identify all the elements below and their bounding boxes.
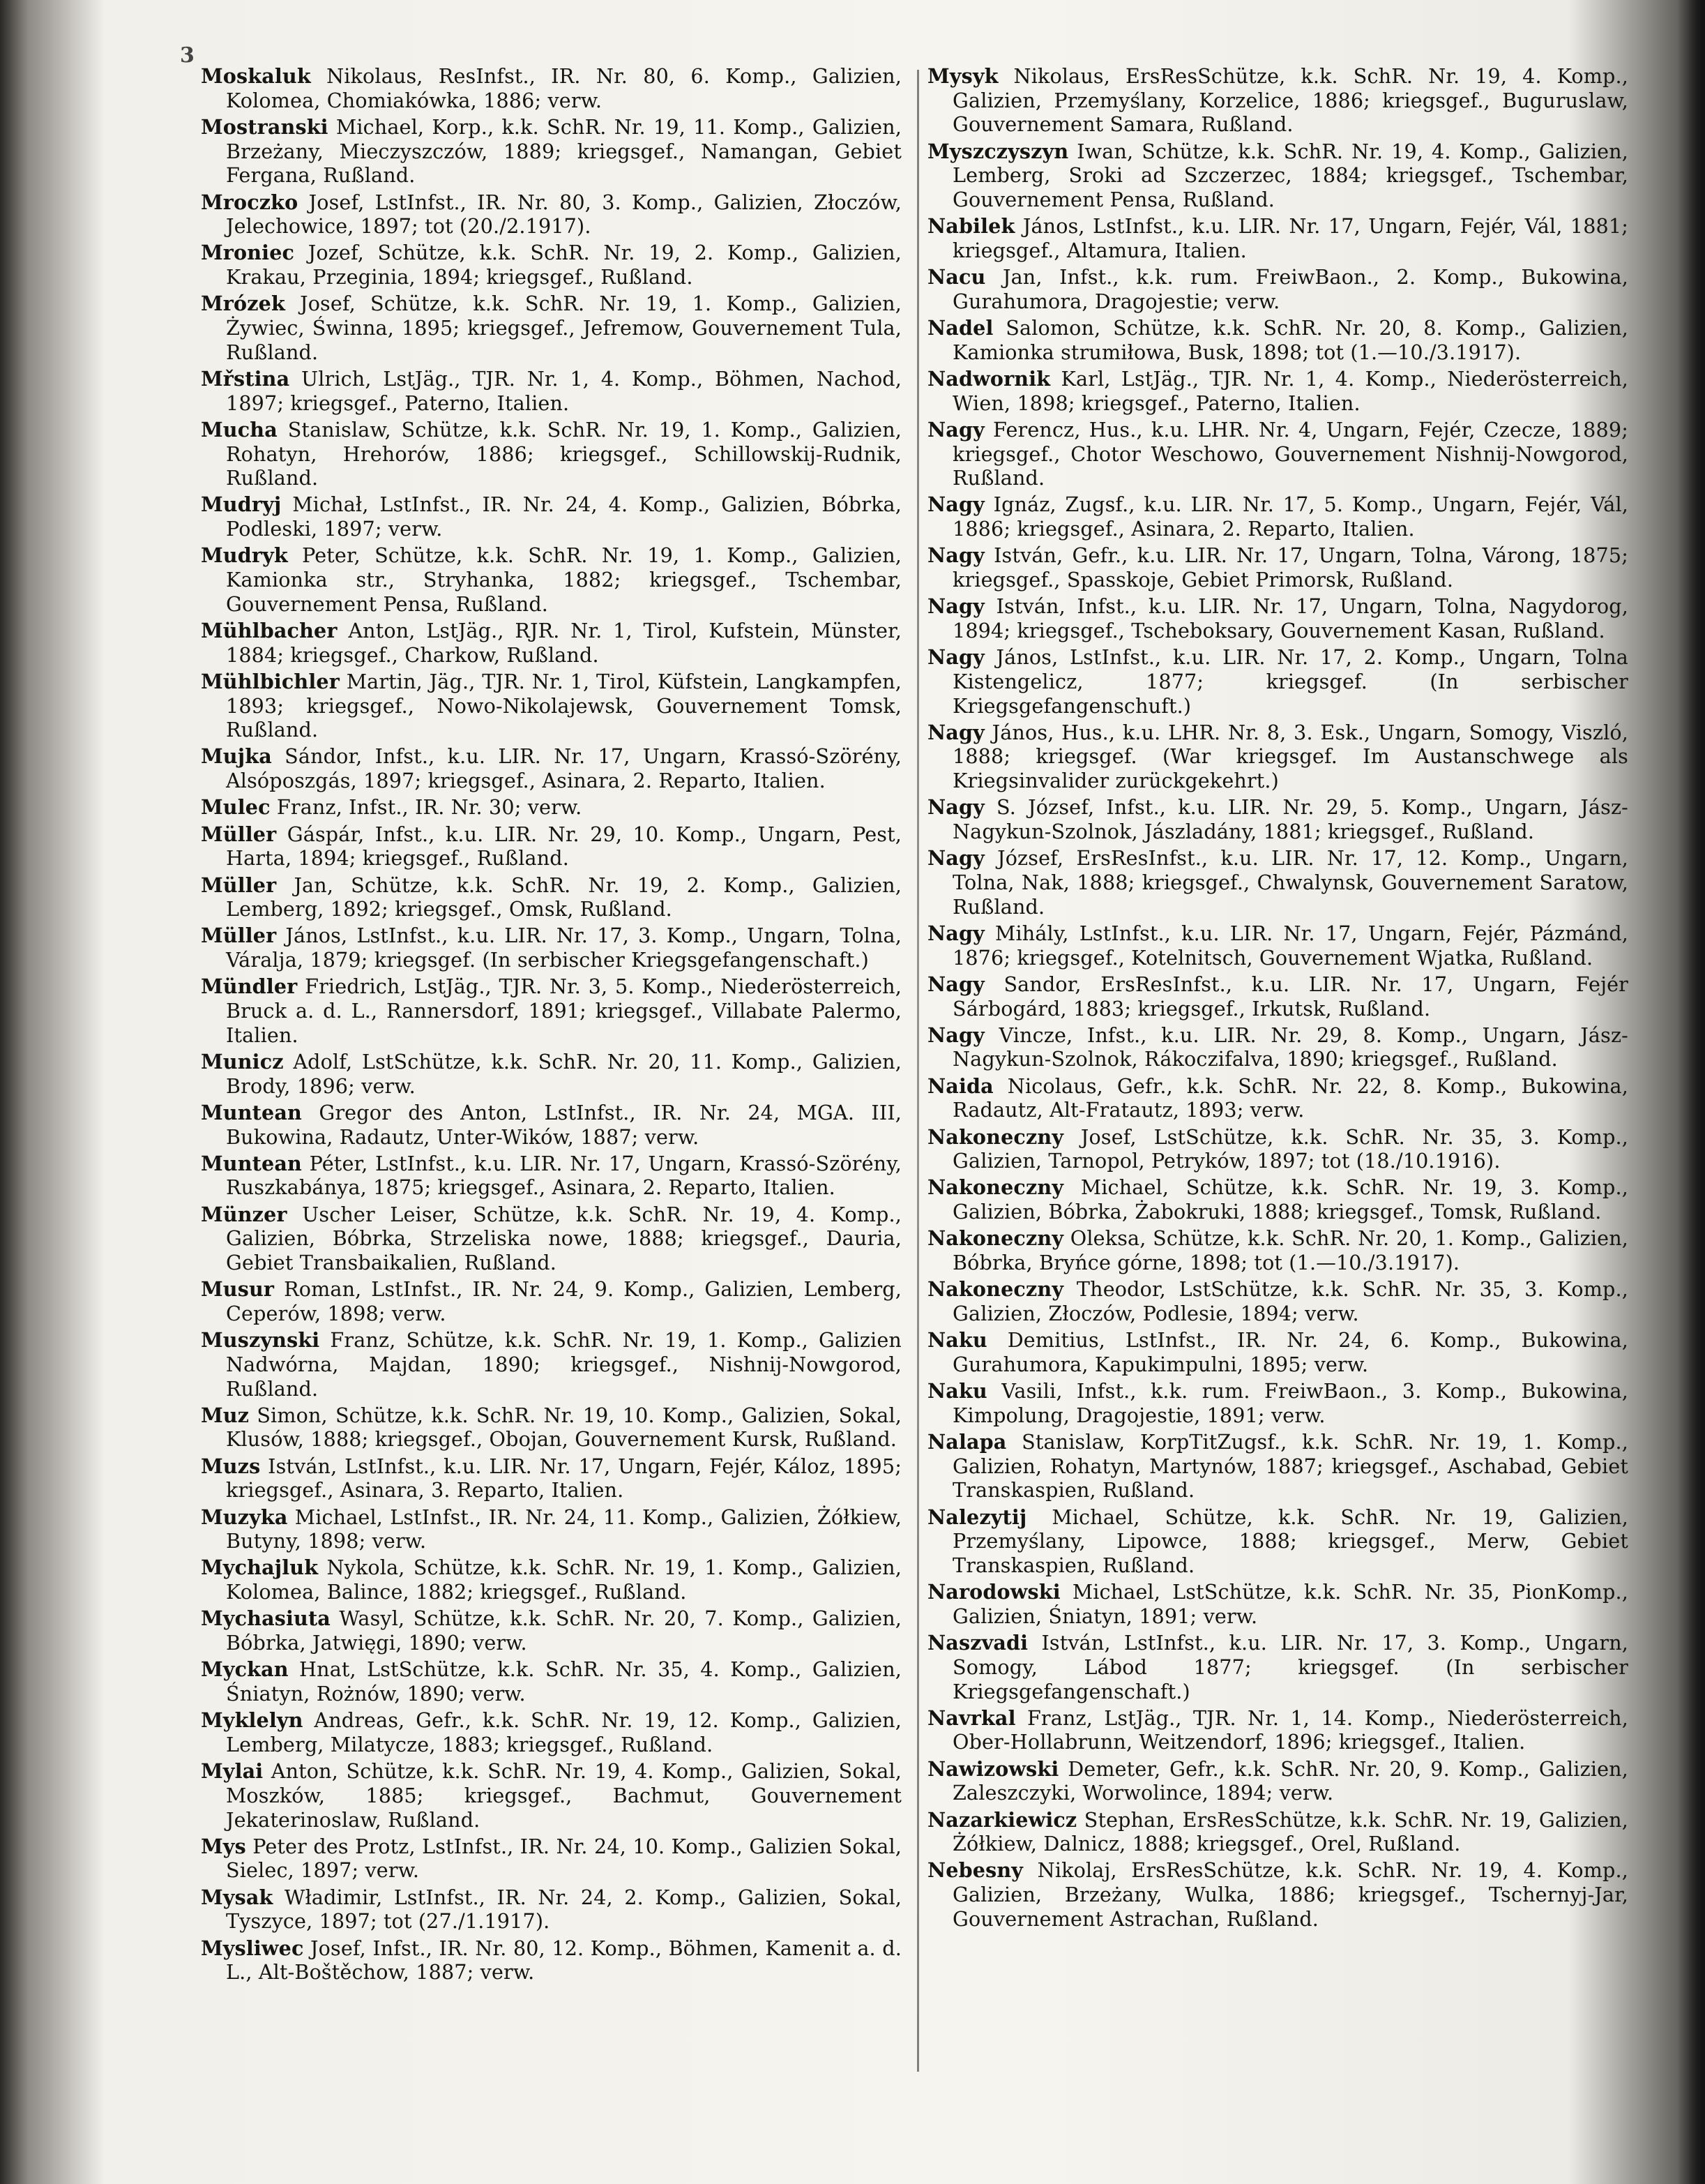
list-entry xyxy=(201,1505,902,1553)
entry-surname: Muntean xyxy=(201,1100,302,1124)
entry-details: Michael, LstInfst., IR. Nr. 24, 11. Komp., Galizien, Żółkiew, Butyny, 1898; verw. xyxy=(226,1505,902,1553)
list-entry xyxy=(927,1808,1628,1856)
entry-surname: Mychasiuta xyxy=(201,1606,331,1631)
entry-surname: Nagy xyxy=(927,543,985,568)
entry-surname: Nagy xyxy=(927,846,985,871)
list-entry xyxy=(927,64,1628,137)
entry-details: Iwan, Schütze, k.k. SchR. Nr. 19, 4. Komp., Galizien, Lemberg, Sroki ad Szczerzec, 1884; kriegsgef., Tschembar, Gouvernement Pensa, Rußland. xyxy=(953,139,1628,212)
list-entry xyxy=(201,1885,902,1934)
entry-surname: Nabilek xyxy=(927,214,1015,239)
list-entry xyxy=(201,974,902,1047)
entry-details: József, ErsResInfst., k.u. LIR. Nr. 17, 12. Komp., Ungarn, Tolna, Nak, 1888; kriegsgef., Chwalynsk, Gouvernement Saratow, Rußland. xyxy=(953,846,1628,919)
list-entry xyxy=(201,744,902,792)
entry-details: Franz, LstJäg., TJR. Nr. 1, 14. Komp., Niederösterreich, Ober-Hollabrunn, Weitzendorf, 1896; kriegsgef., Italien. xyxy=(953,1705,1628,1754)
list-entry xyxy=(201,1936,902,1985)
list-entry xyxy=(201,1708,902,1756)
entry-surname: Müller xyxy=(201,822,277,846)
entry-surname: Nadel xyxy=(927,316,994,340)
entry-surname: Nagy xyxy=(927,645,985,670)
entry-details: István, Infst., k.u. LIR. Nr. 17, Ungarn, Tolna, Nagydorog, 1894; kriegsgef., Tscheboksary, Gouvernement Kasan, Rußland. xyxy=(953,594,1628,642)
entry-details: János, Hus., k.u. LHR. Nr. 8, 3. Esk., Ungarn, Somogy, Viszló, 1888; kriegsgef. (War kriegsgef. Im Austanschwege als Kriegsinvalider zurückgekehrt.) xyxy=(953,720,1628,793)
list-entry xyxy=(201,1606,902,1655)
entry-surname: Nakoneczny xyxy=(927,1175,1064,1200)
list-entry xyxy=(201,1403,902,1452)
list-entry xyxy=(201,418,902,490)
entry-details: Anton, Schütze, k.k. SchR. Nr. 19, 4. Komp., Galizien, Sokal, Moszków, 1885; kriegsgef., Bachmut, Gouvernement Jekaterinoslaw, Rußland. xyxy=(226,1759,902,1832)
list-entry xyxy=(927,367,1628,415)
entry-details: Uscher Leiser, Schütze, k.k. SchR. Nr. 19, 4. Komp., Galizien, Bóbrka, Strzeliska nowe, 1888; kriegsgef., Dauria, Gebiet Transbaikalien, Rußland. xyxy=(226,1202,902,1275)
entry-details: Karl, LstJäg., TJR. Nr. 1, 4. Komp., Niederösterreich, Wien, 1898; kriegsgef., Paterno, Italien. xyxy=(953,366,1628,415)
entry-details: János, LstInfst., k.u. LIR. Nr. 17, 3. Komp., Ungarn, Tolna, Váralja, 1879; kriegsgef. (In serbischer Kriegsgefangenschaft.) xyxy=(226,924,902,972)
entry-details: Nikolaus, ErsResSchütze, k.k. SchR. Nr. 19, 4. Komp., Galizien, Przemyślany, Korzelice, 1886; kriegsgef., Buguruslaw, Gouvernement Samara, Rußland. xyxy=(953,64,1628,137)
entry-details: Gáspár, Infst., k.u. LIR. Nr. 29, 10. Komp., Ungarn, Pest, Harta, 1894; kriegsgef., Rußland. xyxy=(226,822,902,871)
entry-surname: Mulec xyxy=(201,795,271,820)
page-number: 3 xyxy=(180,43,195,68)
list-entry xyxy=(201,367,902,415)
entry-details: Michael, Korp., k.k. SchR. Nr. 19, 11. Komp., Galizien, Brzeżany, Mieczyszczów, 1889; kriegsgef., Namangan, Gebiet Fergana, Rußland. xyxy=(226,114,902,188)
list-entry xyxy=(927,265,1628,313)
list-entry xyxy=(201,1277,902,1325)
entry-details: S. József, Infst., k.u. LIR. Nr. 29, 5. Komp., Ungarn, Jász-Nagykun-Szolnok, Jászladány, 1881; kriegsgef., Rußland. xyxy=(953,795,1628,844)
list-entry xyxy=(201,292,902,364)
list-entry xyxy=(201,1657,902,1705)
list-entry xyxy=(201,1835,902,1883)
list-entry xyxy=(927,1580,1628,1628)
entry-details: Franz, Schütze, k.k. SchR. Nr. 19, 1. Komp., Galizien Nadwórna, Majdan, 1890; kriegsgef., Nishnij-Nowgorod, Rußland. xyxy=(226,1328,902,1401)
list-entry xyxy=(201,1050,902,1098)
entry-surname: Münzer xyxy=(201,1202,287,1226)
entry-surname: Nagy xyxy=(927,720,985,744)
list-entry xyxy=(927,1379,1628,1427)
list-entry xyxy=(201,241,902,289)
list-entry xyxy=(201,64,902,112)
entry-surname: Mujka xyxy=(201,744,272,769)
right-column xyxy=(927,64,1628,1934)
entry-details: Ulrich, LstJäg., TJR. Nr. 1, 4. Komp., Böhmen, Nachod, 1897; kriegsgef., Paterno, Italien. xyxy=(226,366,902,415)
entry-details: Salomon, Schütze, k.k. SchR. Nr. 20, 8. Komp., Galizien, Kamionka strumiłowa, Busk, 1898; tot (1.—10./3.1917). xyxy=(953,316,1628,364)
list-entry xyxy=(201,873,902,921)
entry-surname: Muntean xyxy=(201,1151,302,1175)
list-entry xyxy=(927,1757,1628,1805)
entry-details: Hnat, LstSchütze, k.k. SchR. Nr. 35, 4. Komp., Galizien, Śniatyn, Rożnów, 1890; verw. xyxy=(226,1657,902,1705)
entry-surname: Mylai xyxy=(201,1759,264,1784)
list-entry xyxy=(927,1858,1628,1931)
entry-surname: Nakoneczny xyxy=(927,1277,1064,1302)
list-entry xyxy=(201,1556,902,1604)
entry-details: János, LstInfst., k.u. LIR. Nr. 17, Ungarn, Fejér, Vál, 1881; kriegsgef., Altamura, Italien. xyxy=(953,214,1629,262)
entry-details: Sandor, ErsResInfst., k.u. LIR. Nr. 17, Ungarn, Fejér Sárbogárd, 1883; kriegsgef., Irkutsk, Rußland. xyxy=(953,972,1628,1021)
entry-surname: Nagy xyxy=(927,972,985,996)
list-entry xyxy=(927,1175,1628,1223)
entry-surname: Muz xyxy=(201,1403,250,1427)
entry-details: Demeter, Gefr., k.k. SchR. Nr. 20, 9. Komp., Galizien, Zaleszczyki, Worwolince, 1894; verw. xyxy=(953,1756,1628,1805)
entry-details: István, LstInfst., k.u. LIR. Nr. 17, Ungarn, Fejér, Káloz, 1895; kriegsgef., Asinara, 3. Reparto, Italien. xyxy=(226,1454,902,1503)
entry-surname: Musur xyxy=(201,1277,275,1302)
list-entry xyxy=(927,543,1628,592)
entry-details: Jan, Schütze, k.k. SchR. Nr. 19, 2. Komp., Galizien, Lemberg, 1892; kriegsgef., Omsk, Rußland. xyxy=(226,873,902,921)
entry-surname: Narodowski xyxy=(927,1580,1061,1604)
entry-surname: Moskaluk xyxy=(201,64,311,88)
list-entry xyxy=(927,972,1628,1021)
list-entry xyxy=(927,795,1628,843)
entry-details: Nykola, Schütze, k.k. SchR. Nr. 19, 1. Komp., Galizien, Kolomea, Balince, 1882; kriegsgef., Rußland. xyxy=(226,1556,902,1604)
list-entry xyxy=(201,1759,902,1832)
entry-surname: Mostranski xyxy=(201,114,328,139)
entry-details: Jan, Infst., k.k. rum. FreiwBaon., 2. Komp., Bukowina, Gurahumora, Dragojestie; verw. xyxy=(953,265,1628,313)
entry-surname: Nagy xyxy=(927,1023,985,1047)
list-entry xyxy=(927,1430,1628,1503)
entry-surname: Navrkal xyxy=(927,1705,1016,1730)
entry-surname: Müller xyxy=(201,924,277,948)
list-entry xyxy=(201,492,902,541)
entry-surname: Mysak xyxy=(201,1885,273,1909)
entry-surname: Naida xyxy=(927,1074,994,1098)
list-entry xyxy=(201,115,902,188)
entry-details: Vasili, Infst., k.k. rum. FreiwBaon., 3. Komp., Bukowina, Kimpolung, Dragojestie, 1891; verw. xyxy=(953,1379,1628,1427)
entry-details: Stephan, ErsResSchütze, k.k. SchR. Nr. 19, Galizien, Żółkiew, Dalnicz, 1888; kriegsgef., Orel, Rußland. xyxy=(953,1807,1628,1856)
entry-surname: Naku xyxy=(927,1379,987,1403)
list-entry xyxy=(927,1328,1628,1376)
list-entry xyxy=(201,795,902,820)
list-entry xyxy=(927,492,1628,541)
list-entry xyxy=(927,316,1628,364)
entry-details: Stanislaw, KorpTitZugsf., k.k. SchR. Nr. 19, 1. Komp., Galizien, Rohatyn, Martynów, 1887; kriegsgef., Aschabad, Gebiet Transkaspien, Rußland. xyxy=(953,1429,1628,1503)
entry-surname: Muzs xyxy=(201,1454,261,1478)
entry-details: Wasyl, Schütze, k.k. SchR. Nr. 20, 7. Komp., Galizien, Bóbrka, Jatwięgi, 1890; verw. xyxy=(226,1606,902,1655)
list-entry xyxy=(927,1226,1628,1274)
entry-surname: Nacu xyxy=(927,265,986,289)
list-entry xyxy=(201,924,902,972)
entry-details: István, LstInfst., k.u. LIR. Nr. 17, 3. Komp., Ungarn, Somogy, Lábod 1877; kriegsgef. (In serbischer Kriegsgefangenschaft.) xyxy=(953,1631,1629,1703)
entry-details: Martin, Jäg., TJR. Nr. 1, Tirol, Küfstein, Langkampfen, 1893; kriegsgef., Nowo-Nikolajewsk, Gouvernement Tomsk, Rußland. xyxy=(226,669,902,742)
entry-details: Josef, LstSchütze, k.k. SchR. Nr. 35, 3. Komp., Galizien, Tarnopol, Petryków, 1897; tot (18./10.1916). xyxy=(953,1124,1628,1173)
entry-surname: Mucha xyxy=(201,417,278,442)
list-entry xyxy=(927,721,1628,793)
entry-surname: Müller xyxy=(201,873,277,897)
list-entry xyxy=(927,214,1628,262)
entry-details: Josef, Infst., IR. Nr. 80, 12. Komp., Böhmen, Kamenit a. d. L., Alt-Boštěchow, 1887; verw. xyxy=(226,1936,902,1985)
entry-surname: Mychajluk xyxy=(201,1556,319,1580)
list-entry xyxy=(201,619,902,667)
entry-surname: Muzyka xyxy=(201,1505,288,1529)
scan-edge-shadow xyxy=(1677,0,1705,2184)
entry-surname: Mühlbacher xyxy=(201,618,338,642)
entry-details: Peter des Protz, LstInfst., IR. Nr. 24, 10. Komp., Galizien Sokal, Sielec, 1897; verw. xyxy=(226,1834,902,1883)
entry-details: Jozef, Schütze, k.k. SchR. Nr. 19, 2. Komp., Galizien, Krakau, Przeginia, 1894; kriegsgef., Rußland. xyxy=(226,241,902,289)
entry-surname: Nagy xyxy=(927,921,985,945)
entry-details: Ferencz, Hus., k.u. LHR. Nr. 4, Ungarn, Fejér, Czecze, 1889; kriegsgef., Chotor Weschowo, Gouvernement Nishnij-Nowgorod, Rußland. xyxy=(953,417,1628,490)
entry-details: Friedrich, LstJäg., TJR. Nr. 3, 5. Komp., Niederösterreich, Bruck a. d. L., Rannersdorf, 1891; kriegsgef., Villabate Palermo, Italien. xyxy=(226,974,902,1047)
list-entry xyxy=(201,670,902,742)
entry-details: Roman, LstInfst., IR. Nr. 24, 9. Komp., Galizien, Lemberg, Ceperów, 1898; verw. xyxy=(226,1277,902,1325)
list-entry xyxy=(927,1505,1628,1578)
entry-details: Michael, LstSchütze, k.k. SchR. Nr. 35, PionKomp., Galizien, Śniatyn, 1891; verw. xyxy=(953,1580,1628,1628)
entry-surname: Muszynski xyxy=(201,1328,320,1353)
entry-surname: Nakoneczny xyxy=(927,1124,1064,1149)
entry-details: Vincze, Infst., k.u. LIR. Nr. 29, 8. Komp., Ungarn, Jász-Nagykun-Szolnok, Rákoczifalva, 1890; kriegsgef., Rußland. xyxy=(953,1023,1628,1071)
entry-surname: Nagy xyxy=(927,594,985,619)
list-entry xyxy=(927,1074,1628,1122)
list-entry xyxy=(927,846,1628,919)
list-entry xyxy=(201,1101,902,1149)
entry-details: Andreas, Gefr., k.k. SchR. Nr. 19, 12. Komp., Galizien, Lemberg, Milatycze, 1883; kriegsgef., Rußland. xyxy=(226,1708,902,1756)
entry-details: Michael, Schütze, k.k. SchR. Nr. 19, Galizien, Przemyślany, Lipowce, 1888; kriegsgef., Merw, Gebiet Transkaspien, Rußland. xyxy=(953,1505,1628,1577)
entry-details: Demitius, LstInfst., IR. Nr. 24, 6. Komp., Bukowina, Gurahumora, Kapukimpulni, 1895; verw. xyxy=(953,1328,1628,1376)
list-entry xyxy=(927,594,1628,642)
list-entry xyxy=(927,140,1628,212)
entry-details: Ignáz, Zugsf., k.u. LIR. Nr. 17, 5. Komp., Ungarn, Fejér, Vál, 1886; kriegsgef., Asinara, 2. Reparto, Italien. xyxy=(953,492,1628,541)
list-entry xyxy=(927,921,1628,970)
entry-details: Peter, Schütze, k.k. SchR. Nr. 19, 1. Komp., Galizien, Kamionka str., Stryhanka, 1882; kriegsgef., Tschembar, Gouvernement Pensa, Rußland. xyxy=(226,543,902,616)
entry-surname: Mrózek xyxy=(201,292,285,316)
entry-surname: Mysyk xyxy=(927,64,999,88)
list-entry xyxy=(927,418,1628,490)
entry-surname: Mudryk xyxy=(201,543,288,568)
entry-surname: Nakoneczny xyxy=(927,1226,1064,1251)
list-entry xyxy=(201,1152,902,1200)
list-entry xyxy=(927,1706,1628,1754)
entry-surname: Nalapa xyxy=(927,1429,1007,1454)
list-entry xyxy=(927,1277,1628,1325)
entry-details: Simon, Schütze, k.k. SchR. Nr. 19, 10. Komp., Galizien, Sokal, Klusów, 1888; kriegsgef., Obojan, Gouvernement Kursk, Rußland. xyxy=(226,1403,902,1452)
entry-details: Stanislaw, Schütze, k.k. SchR. Nr. 19, 1. Komp., Galizien, Rohatyn, Hrehorów, 1886; kriegsgef., Schillowskij-Rudnik, Rußland. xyxy=(226,417,902,490)
entry-details: István, Gefr., k.u. LIR. Nr. 17, Ungarn, Tolna, Várong, 1875; kriegsgef., Spasskoje, Gebiet Primorsk, Rußland. xyxy=(953,543,1628,592)
list-entry xyxy=(201,1203,902,1275)
entry-surname: Nagy xyxy=(927,492,985,517)
entry-surname: Mroczko xyxy=(201,190,298,214)
list-entry xyxy=(927,645,1628,718)
entry-details: Anton, LstJäg., RJR. Nr. 1, Tirol, Kufstein, Münster, 1884; kriegsgef., Charkow, Rußland. xyxy=(226,618,902,667)
list-entry xyxy=(927,1125,1628,1173)
entry-surname: Nagy xyxy=(927,795,985,820)
entry-surname: Mysliwec xyxy=(201,1936,304,1960)
list-entry xyxy=(201,190,902,239)
entry-surname: Myklelyn xyxy=(201,1708,303,1733)
entry-details: Władimir, LstInfst., IR. Nr. 24, 2. Komp., Galizien, Sokal, Tyszyce, 1897; tot (27./1.1917). xyxy=(226,1885,902,1934)
entry-details: Oleksa, Schütze, k.k. SchR. Nr. 20, 1. Komp., Galizien, Bóbrka, Bryńce górne, 1898; tot (1.—10./3.1917). xyxy=(953,1226,1628,1275)
entry-surname: Nawizowski xyxy=(927,1756,1059,1781)
entry-details: Péter, LstInfst., k.u. LIR. Nr. 17, Ungarn, Krassó-Szörény, Ruszkabánya, 1875; kriegsgef., Asinara, 2. Reparto, Italien. xyxy=(226,1151,902,1200)
entry-surname: Nadwornik xyxy=(927,366,1051,391)
entry-surname: Myszczyszyn xyxy=(927,139,1069,163)
entry-surname: Municz xyxy=(201,1049,284,1074)
entry-surname: Mroniec xyxy=(201,241,295,265)
list-entry xyxy=(201,1328,902,1401)
entry-details: Michał, LstInfst., IR. Nr. 24, 4. Komp., Galizien, Bóbrka, Podleski, 1897; verw. xyxy=(226,492,902,541)
entry-details: Josef, LstInfst., IR. Nr. 80, 3. Komp., Galizien, Złoczów, Jelechowice, 1897; tot (20./2.1917). xyxy=(226,190,902,239)
left-column xyxy=(201,64,902,1987)
list-entry xyxy=(201,1454,902,1503)
list-entry xyxy=(201,543,902,616)
entry-surname: Mündler xyxy=(201,974,298,999)
list-entry xyxy=(927,1631,1628,1703)
entry-surname: Nalezytij xyxy=(927,1505,1027,1529)
entry-details: Nikolaus, ResInfst., IR. Nr. 80, 6. Komp., Galizien, Kolomea, Chomiakówka, 1886; verw. xyxy=(226,64,902,112)
entry-surname: Mřstina xyxy=(201,366,290,391)
column-divider xyxy=(917,70,919,2072)
entry-surname: Mys xyxy=(201,1834,246,1858)
entry-details: János, LstInfst., k.u. LIR. Nr. 17, 2. Komp., Ungarn, Tolna Kistengelicz, 1877; kriegsgef. (In serbischer Kriegsgefangenschuft.) xyxy=(953,645,1628,718)
entry-details: Gregor des Anton, LstInfst., IR. Nr. 24, MGA. III, Bukowina, Radautz, Unter-Wików, 1887; verw. xyxy=(226,1100,902,1149)
entry-details: Franz, Infst., IR. Nr. 30; verw. xyxy=(276,795,582,820)
entry-surname: Naszvadi xyxy=(927,1631,1029,1655)
entry-details: Nikolaj, ErsResSchütze, k.k. SchR. Nr. 19, 4. Komp., Galizien, Brzeżany, Wulka, 1886; kriegsgef., Tschernyj-Jar, Gouvernement Astrachan, Rußland. xyxy=(953,1858,1628,1931)
list-entry xyxy=(927,1023,1628,1071)
entry-details: Adolf, LstSchütze, k.k. SchR. Nr. 20, 11. Komp., Galizien, Brody, 1896; verw. xyxy=(226,1049,902,1098)
entry-surname: Nazarkiewicz xyxy=(927,1807,1077,1832)
entry-details: Sándor, Infst., k.u. LIR. Nr. 17, Ungarn, Krassó-Szörény, Alsóposzgás, 1897; kriegsgef., Asinara, 2. Reparto, Italien. xyxy=(226,744,902,793)
entry-details: Michael, Schütze, k.k. SchR. Nr. 19, 3. Komp., Galizien, Bóbrka, Żabokruki, 1888; kriegsgef., Tomsk, Rußland. xyxy=(953,1175,1628,1224)
entry-surname: Nagy xyxy=(927,417,985,442)
list-entry xyxy=(201,822,902,871)
entry-surname: Mudryj xyxy=(201,492,282,517)
entry-surname: Naku xyxy=(927,1328,987,1353)
entry-details: Theodor, LstSchütze, k.k. SchR. Nr. 35, 3. Komp., Galizien, Złoczów, Podlesie, 1894; verw. xyxy=(953,1277,1628,1325)
entry-details: Mihály, LstInfst., k.u. LIR. Nr. 17, Ungarn, Fejér, Pázmánd, 1876; kriegsgef., Kotelnitsch, Gouvernement Wjatka, Rußland. xyxy=(953,921,1628,970)
entry-details: Nicolaus, Gefr., k.k. SchR. Nr. 22, 8. Komp., Bukowina, Radautz, Alt-Fratautz, 1893; verw. xyxy=(953,1074,1628,1122)
entry-surname: Mühlbichler xyxy=(201,669,340,693)
entry-surname: Nebesny xyxy=(927,1858,1024,1883)
entry-details: Josef, Schütze, k.k. SchR. Nr. 19, 1. Komp., Galizien, Żywiec, Świnna, 1895; kriegsgef., Jefremow, Gouvernement Tula, Rußland. xyxy=(226,292,902,364)
entry-surname: Myckan xyxy=(201,1657,289,1682)
